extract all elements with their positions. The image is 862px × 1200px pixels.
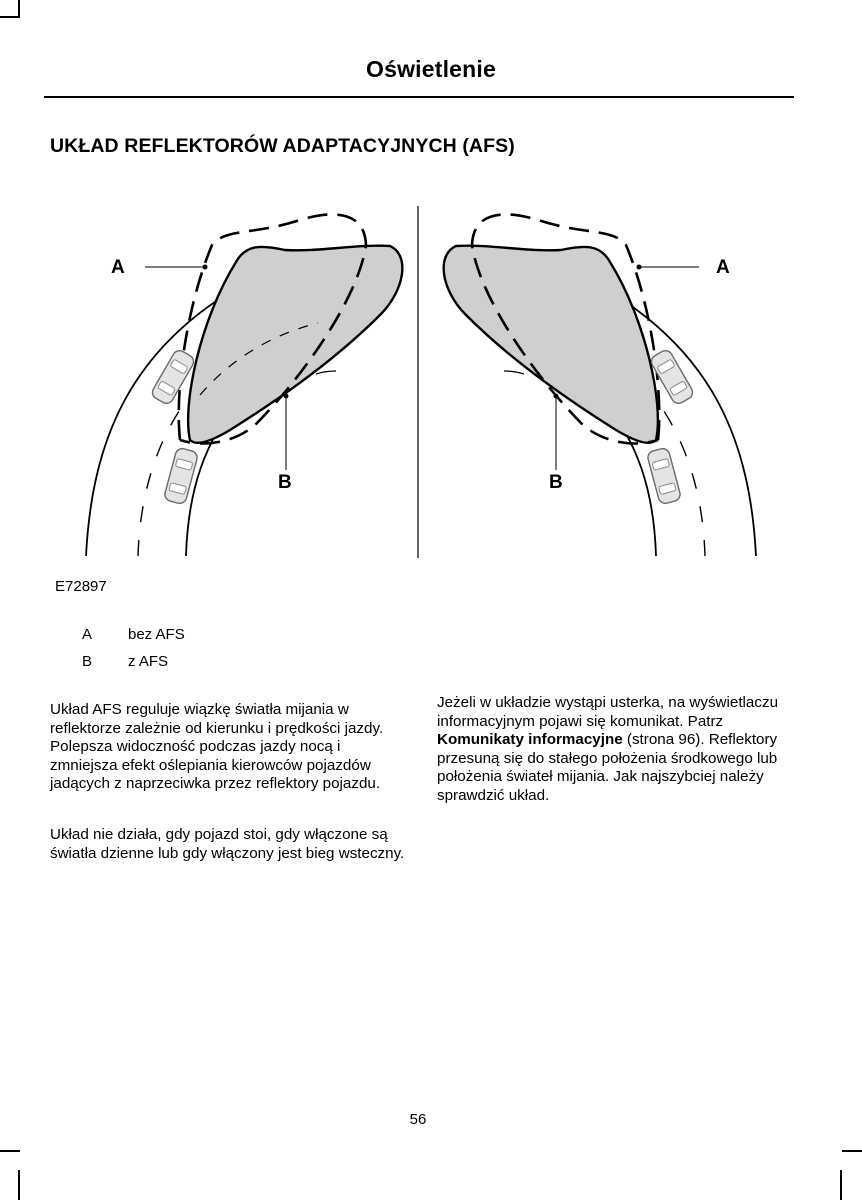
crop-mark-bottom-left-h	[0, 1150, 20, 1152]
afs-illustration	[0, 190, 862, 570]
callout-b-left: B	[278, 472, 292, 493]
legend-key-a: A	[82, 626, 93, 643]
crop-mark-bottom-right	[840, 1170, 842, 1200]
header-divider	[44, 96, 794, 98]
page-number: 56	[409, 1111, 427, 1128]
figure-code: E72897	[55, 578, 107, 595]
callout-a-right: A	[716, 257, 730, 278]
fault-text-end: (strona 96). Reflektory przesuną się do stałego położenia środkowego lub położenia świateł mijania. Jak najszybciej należy sprawdzić układ.	[437, 731, 778, 804]
crop-mark-bottom-right-h	[842, 1150, 862, 1152]
crop-mark-bottom-left	[18, 1170, 20, 1200]
crop-mark-top-left	[18, 0, 20, 16]
paragraph-afs-inactive: Układ nie działa, gdy pojazd stoi, gdy włączone są światła dzienne lub gdy włączony jest bieg wsteczny.	[50, 826, 405, 862]
legend-key-b: B	[82, 653, 93, 670]
afs-diagram-svg	[0, 190, 862, 570]
page-title: Oświetlenie	[365, 56, 497, 82]
paragraph-afs-fault	[437, 694, 797, 806]
callout-a-left: A	[111, 257, 125, 278]
info-messages-reference: Komunikaty informacyjne	[437, 731, 623, 749]
legend-text-b: z AFS	[128, 653, 169, 670]
paragraph-afs-description: Układ AFS reguluje wiązkę światła mijania w reflektorze zależnie od kierunku i prędkości jazdy. Polepsza widoczność podczas jazdy nocą i zmniejsza efekt oślepiania kierowców pojazdów jadących z naprzeciwka przez reflektory pojazdu.	[50, 701, 384, 793]
beam-with-afs-left	[188, 246, 402, 443]
fault-text-start: Jeżeli w układzie wystąpi usterka, na wyświetlaczu informacyjnym pojawi się komunikat. Patrz	[437, 694, 779, 730]
left-panel	[86, 214, 402, 556]
section-heading: UKŁAD REFLEKTORÓW ADAPTACYJNYCH (AFS)	[50, 135, 515, 157]
callout-b-right: B	[549, 472, 563, 493]
crop-mark-top-left-h	[0, 16, 20, 18]
legend-text-a: bez AFS	[128, 626, 185, 643]
right-panel	[444, 214, 756, 556]
